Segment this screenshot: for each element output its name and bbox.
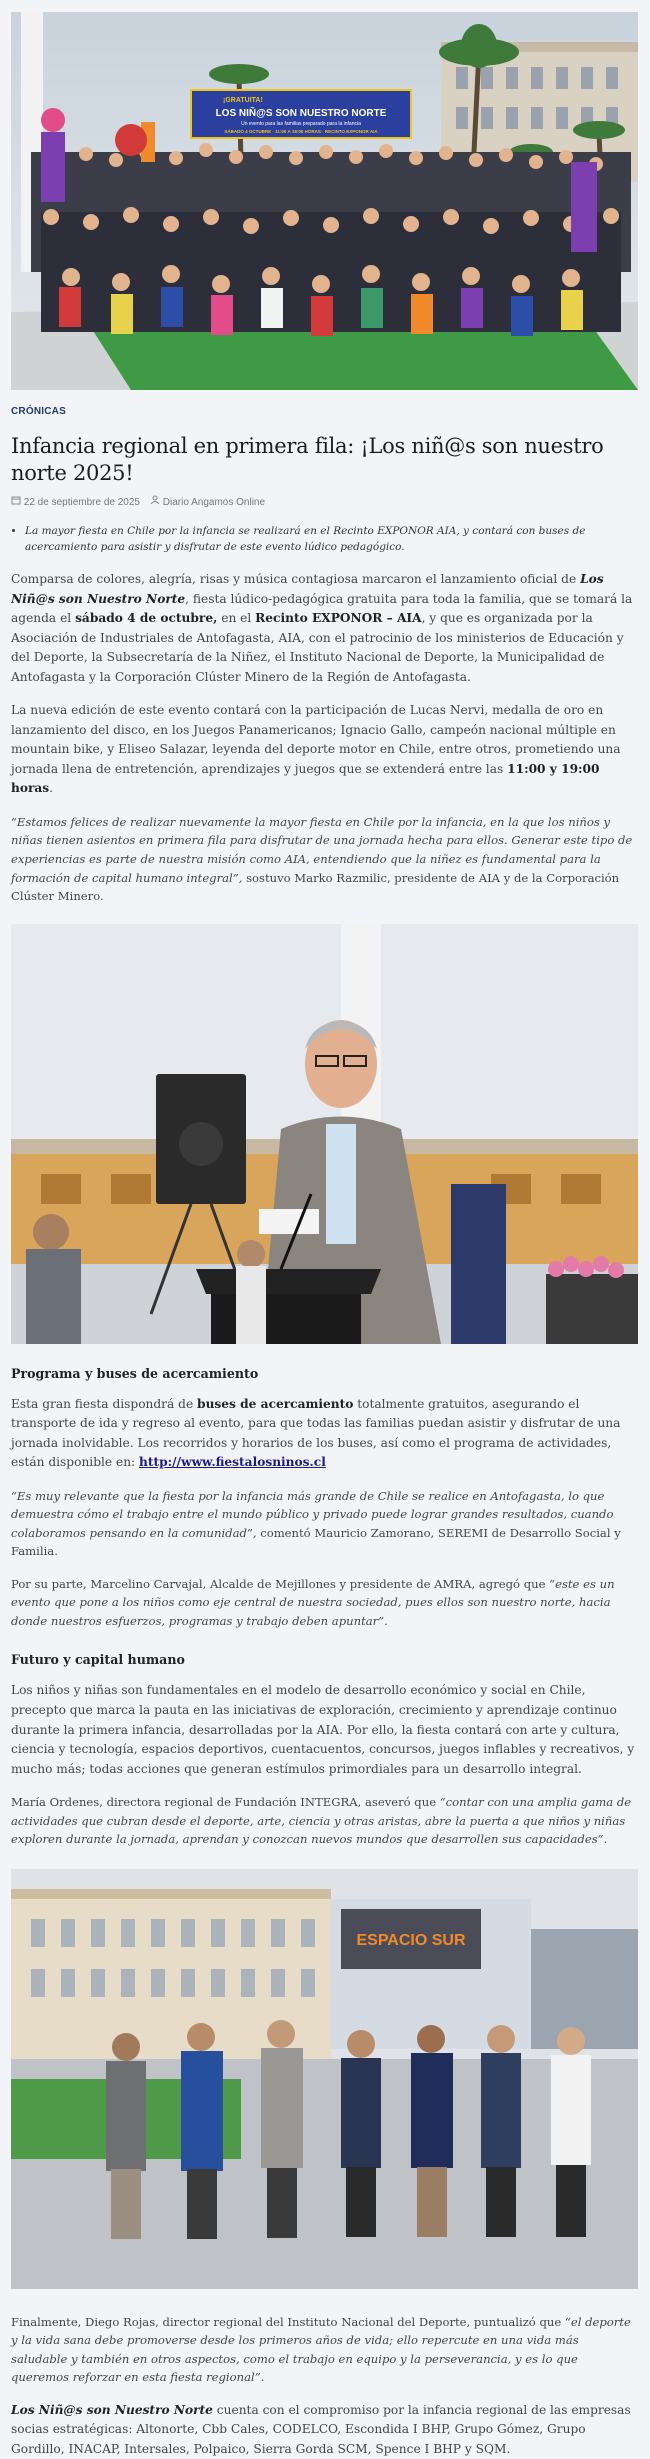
paragraph-10: Los Niñ@s son Nuestro Norte cuenta con el compromiso por la infancia regional de las empresas socias estratégicas: Altonorte, Cbb Cales, CODELCO, Escondida I BHP, Grupo Gómez, Grupo Gordillo, INACAP, Intersales, Polpaico, Sierra Gorda SCM, Spence I BHP y SQM. xyxy=(11,2402,631,2456)
paragraph-6: Por su parte, Marcelino Carvajal, Alcalde de Mejillones y presidente de AMRA, agregó que “este es un evento que pone a los niños como eje central de nuestra sociedad, pues ellos son nuestro norte, hacia donde nuestros esfuerzos, programas y trabajo deben apuntar”. xyxy=(11,1576,615,1628)
author-text: Diario Angamos Online xyxy=(162,496,266,508)
article-title: Infancia regional en primera fila: ¡Los niñ@s son nuestro norte 2025! xyxy=(11,434,604,486)
summary-item: • La mayor fiesta en Chile por la infancia se realizará en el Recinto EXPONOR AIA, y contará con buses de acercamiento para asistir y disfrutar de este evento lúdico pedagógico. xyxy=(25,523,638,557)
article-date xyxy=(11,495,140,508)
paragraph-5: “Es muy relevante que la fiesta por la infancia más grande de Chile se realice en Antofagasta, lo que demuestra cómo el trabajo entre el mundo público y privado puede lograr grandes resultados, cuando colaboramos pensando en la comunidad”, comentó Mauricio Zamorano, SEREMI de Desarrollo Social y Familia. xyxy=(11,1488,621,1559)
paragraph-7: Los niños y niñas son fundamentales en el modelo de desarrollo económico y social en Chile, precepto que marca la pauta en las iniciativas de exploración, crecimiento y aprendizaje continuo durante la primera infancia, desarrolladas por la AIA. Por ello, la fiesta contará con arte y cultura, ciencia y tecnología, espacios deportivos, cuentacuentos, concursos, juegos inflables y recreativos, y mucho más; todas acciones que generan estímulos primordiales para un desarrollo integral. xyxy=(11,1683,635,1776)
hero-photo xyxy=(11,12,638,390)
banner-title-text: LOS NIÑ@S SON NUESTRO NORTE xyxy=(215,108,387,119)
paragraph-4: Esta gran fiesta dispondrá de buses de acercamiento totalmente gratuitos, asegurando el transporte de ida y regreso al evento, para que todas las familias puedan asistir y disfrutar de una jornada inolvidable. Los recorridos y horarios de los buses, así como el programa de actividades, están disponible en: http://www.fiestalosninos.cl xyxy=(11,1396,621,1470)
calendar-icon xyxy=(11,495,21,505)
speaker-photo xyxy=(11,924,638,1344)
date-text: 22 de septiembre de 2025 xyxy=(23,496,140,508)
fiestalosninos-link[interactable]: http://www.fiestalosninos.cl xyxy=(139,1455,326,1470)
paragraph-1: Comparsa de colores, alegría, risas y música contagiosa marcaron el lanzamiento oficial de Los Niñ@s son Nuestro Norte, fiesta lúdico-pedagógica gratuita para toda la familia, que se tomará la agenda el sábado 4 de octubre, en el Recinto EXPONOR – AIA, y que es organizada por la Asociación de Industriales de Antofagasta, AIA, con el patrocinio de los ministerios de Educación y del Deporte, la Subsecretaría de la Niñez, el Instituto Nacional de Deporte, la Municipalidad de Antofagasta y la Corporación Clúster Minero de la Región de Antofagasta. xyxy=(11,572,633,684)
paragraph-2: La nueva edición de este evento contará con la participación de Lucas Nervi, medalla de oro en lanzamiento del disco, en los Juegos Panamericanos; Ignacio Gallo, campeón nacional múltiple en mountain bike, y Eliseo Salazar, leyenda del deporte motor en Chile, entre otros, prometiendo una jornada llena de entretención, aprendizajes y juegos que se extenderá entre las 11:00 y 19:00 horas. xyxy=(11,703,621,796)
user-icon xyxy=(150,495,160,505)
paragraph-3: “Estamos felices de realizar nuevamente la mayor fiesta en Chile por la infancia, en la que los niños y niñas tienen asientos en primera fila para disfrutar de una jornada hecha para ellos. Generar este tipo de experiencias es parte de nuestra misión como AIA, entendiendo que la niñez es fundamental para la formación de capital humano integral”, sostuvo Marko Razmilic, presidente de AIA y de la Corporación Clúster Minero. xyxy=(11,814,633,904)
paragraph-8: María Ordenes, directora regional de Fundación INTEGRA, aseveró que “contar con una amplia gama de actividades que cubran desde el deporte, arte, ciencia y otras aristas, abre la puerta a que niños y niñas exploren durante la jornada, aprendan y conozcan nuevos mundos que desarrollen sus capacidades”. xyxy=(11,1795,632,1847)
mall-sign-text: ESPACIO SUR xyxy=(356,1931,466,1949)
article xyxy=(0,12,650,2459)
category-label[interactable]: CRÓNICAS xyxy=(11,406,66,417)
article-summary xyxy=(25,523,638,557)
banner-top-text: ¡GRATUITA! xyxy=(223,97,263,104)
section-heading-futuro: Futuro y capital humano xyxy=(11,1652,185,1668)
article-meta xyxy=(11,495,638,508)
officials-photo xyxy=(11,1869,638,2289)
section-heading-programa: Programa y buses de acercamiento xyxy=(11,1365,259,1381)
paragraph-9: Finalmente, Diego Rojas, director regional del Instituto Nacional del Deporte, puntualizó que “el deporte y la vida sana debe promoverse desde los primeros años de vida; ello repercute en una vida más saludable y también en otros aspectos, como el trabajo en equipo y la perseverancia, y es lo que queremos reforzar en esta fiesta regional”. xyxy=(11,2314,631,2385)
banner-date-text: SÁBADO 4 OCTUBRE · 11:00 A 19:00 HORAS · RECINTO EXPONOR AIA xyxy=(224,129,378,134)
article-author[interactable] xyxy=(150,495,265,508)
banner-sub-text: Un evento para las familias preparado para la infancia xyxy=(241,121,361,127)
